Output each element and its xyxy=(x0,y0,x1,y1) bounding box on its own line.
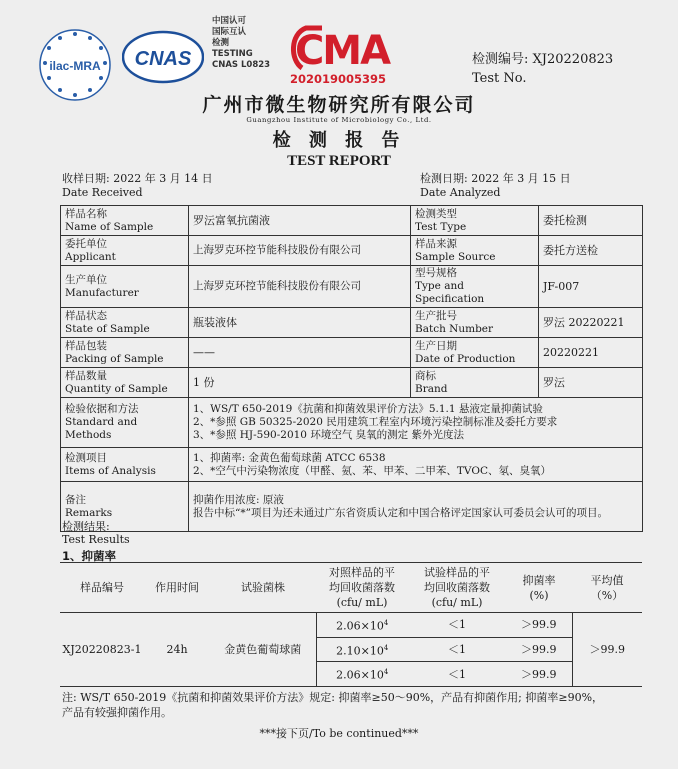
cnas-zh-3: 检测 xyxy=(212,38,230,48)
table-row xyxy=(61,482,643,532)
header-time: 作用时间 xyxy=(144,563,210,613)
cma-logo xyxy=(282,20,394,78)
date-received xyxy=(62,172,213,200)
sample-no-cell: XJ20220823-1 xyxy=(60,613,144,687)
remarks-value: 抑菌作用浓度: 原液 报告中标“*”项目为还未通过广东省资质认定和中国合格评定国家认可委员会认可的项目。 xyxy=(189,482,643,532)
cma-logo-text: CMA xyxy=(294,28,390,74)
applicant-value: 上海罗克环控节能科技股份有限公司 xyxy=(189,236,411,266)
report-title-zh: 检 测 报 告 xyxy=(272,130,406,151)
header-strain: 试验菌株 xyxy=(210,563,316,613)
table-row xyxy=(61,308,643,338)
cnas-logo-text: CNAS xyxy=(134,48,192,70)
date-analyzed xyxy=(420,172,571,200)
date-received-zh: 收样日期: 2022 年 3 月 14 日 xyxy=(62,172,213,185)
info-label: 商标 Brand xyxy=(411,368,539,398)
header-rate: 抑菌率 (%) xyxy=(506,563,572,613)
info-label: 样品包装 Packing of Sample xyxy=(61,338,189,368)
table-row xyxy=(61,448,643,482)
table-row xyxy=(61,266,643,308)
type-spec-value: JF-007 xyxy=(539,266,643,308)
table-row xyxy=(61,398,643,448)
table-row xyxy=(61,206,643,236)
info-label: 检测项目 Items of Analysis xyxy=(61,448,189,482)
institute-name-zh: 广州市微生物研究所有限公司 xyxy=(202,94,476,116)
test-type-value: 委托检测 xyxy=(539,206,643,236)
time-cell: 24h xyxy=(144,613,210,687)
rate-cell: ＞99.9 xyxy=(506,662,572,687)
info-label: 检验依据和方法 Standard and Methods xyxy=(61,398,189,448)
table-row xyxy=(61,236,643,266)
test-no-en: Test No. xyxy=(472,71,527,86)
inhibition-rate-table xyxy=(60,562,642,687)
standard-value: 1、WS/T 650-2019《抗菌和抑菌效果评价方法》5.1.1 悬液定量抑菌试验 2、*参照 GB 50325-2020 民用建筑工程室内环境污染控制标准及委托方要求 3、*参照 HJ-590-2010 环境空气 臭氧的测定 紫外光度法 xyxy=(189,398,643,448)
test-cell: ＜1 xyxy=(408,613,506,638)
header-average: 平均值 （%） xyxy=(572,563,642,613)
results-label: 检测结果: Test Results xyxy=(62,520,130,546)
date-received-en: Date Received xyxy=(62,186,143,199)
info-label: 样品名称 Name of Sample xyxy=(61,206,189,236)
info-label: 生产批号 Batch Number xyxy=(411,308,539,338)
packing-value: —— xyxy=(189,338,411,368)
to-be-continued: ***接下页/To be continued*** xyxy=(259,727,419,740)
brand-value: 罗沄 xyxy=(539,368,643,398)
sample-info-table xyxy=(60,205,643,532)
info-label: 样品状态 State of Sample xyxy=(61,308,189,338)
prod-date-value: 20220221 xyxy=(539,338,643,368)
info-label: 样品数量 Quantity of Sample xyxy=(61,368,189,398)
cnas-zh-2: 国际互认 xyxy=(212,27,247,37)
table-row xyxy=(61,338,643,368)
cnas-zh-1: 中国认可 xyxy=(212,16,247,26)
info-label: 委托单位 Applicant xyxy=(61,236,189,266)
info-label: 型号规格 Type and Specification xyxy=(411,266,539,308)
quantity-value: 1 份 xyxy=(189,368,411,398)
info-label: 生产单位 Manufacturer xyxy=(61,266,189,308)
date-analyzed-en: Date Analyzed xyxy=(420,186,501,199)
cnas-logo xyxy=(122,30,204,84)
test-cell: ＜1 xyxy=(408,662,506,687)
info-label: 检测类型 Test Type xyxy=(411,206,539,236)
manufacturer-value: 上海罗克环控节能科技股份有限公司 xyxy=(189,266,411,308)
test-cell: ＜1 xyxy=(408,637,506,662)
table-row xyxy=(61,368,643,398)
cma-number: 202019005395 xyxy=(289,72,387,86)
cnas-caption xyxy=(212,16,270,71)
test-no-zh: 检测编号: XJ20220823 xyxy=(472,52,614,67)
ilac-logo-text: ilac-MRA xyxy=(49,59,101,73)
strain-cell: 金黄色葡萄球菌 xyxy=(210,613,316,687)
cnas-en-1: TESTING xyxy=(212,49,253,59)
header-sample-no: 样品编号 xyxy=(60,563,144,613)
control-cell: $2.06\times 10^4$ xyxy=(316,613,408,638)
date-analyzed-zh: 检测日期: 2022 年 3 月 15 日 xyxy=(420,172,571,185)
table-header-row xyxy=(60,563,642,613)
sample-name-value: 罗沄富氧抗菌液 xyxy=(189,206,411,236)
info-label: 备注 Remarks xyxy=(61,482,189,532)
table-row xyxy=(60,613,642,638)
average-cell: ＞99.9 xyxy=(572,613,642,687)
rate-cell: ＞99.9 xyxy=(506,637,572,662)
info-label: 生产日期 Date of Production xyxy=(411,338,539,368)
header-control: 对照样品的平 均回收菌落数 (cfu/ mL) xyxy=(316,563,408,613)
note: 注: WS/T 650-2019《抗菌和抑菌效果评价方法》规定: 抑菌率≥50～90%，产品有抑菌作用; 抑菌率≥90%， 产品有较强抑菌作用。 xyxy=(62,691,604,719)
info-label: 样品来源 Sample Source xyxy=(411,236,539,266)
sample-source-value: 委托方送检 xyxy=(539,236,643,266)
header-test: 试验样品的平 均回收菌落数 (cfu/ mL) xyxy=(408,563,506,613)
institute-name-en: Guangzhou Institute of Microbiology Co., Ltd. xyxy=(246,116,432,124)
control-cell: $2.06\times 10^4$ xyxy=(316,662,408,687)
rate-cell: ＞99.9 xyxy=(506,613,572,638)
state-value: 瓶装液体 xyxy=(189,308,411,338)
control-cell: $2.10\times 10^4$ xyxy=(316,637,408,662)
cnas-en-2: CNAS L0823 xyxy=(212,60,271,70)
batch-value: 罗沄 20220221 xyxy=(539,308,643,338)
report-title-en: TEST REPORT xyxy=(287,153,391,169)
section-heading: 1、抑菌率 xyxy=(62,549,117,563)
items-value: 1、抑菌率: 金黄色葡萄球菌 ATCC 6538 2、*空气中污染物浓度（甲醛、氨、苯、甲苯、二甲苯、TVOC、氡、臭氧） xyxy=(189,448,643,482)
test-number xyxy=(472,50,613,88)
